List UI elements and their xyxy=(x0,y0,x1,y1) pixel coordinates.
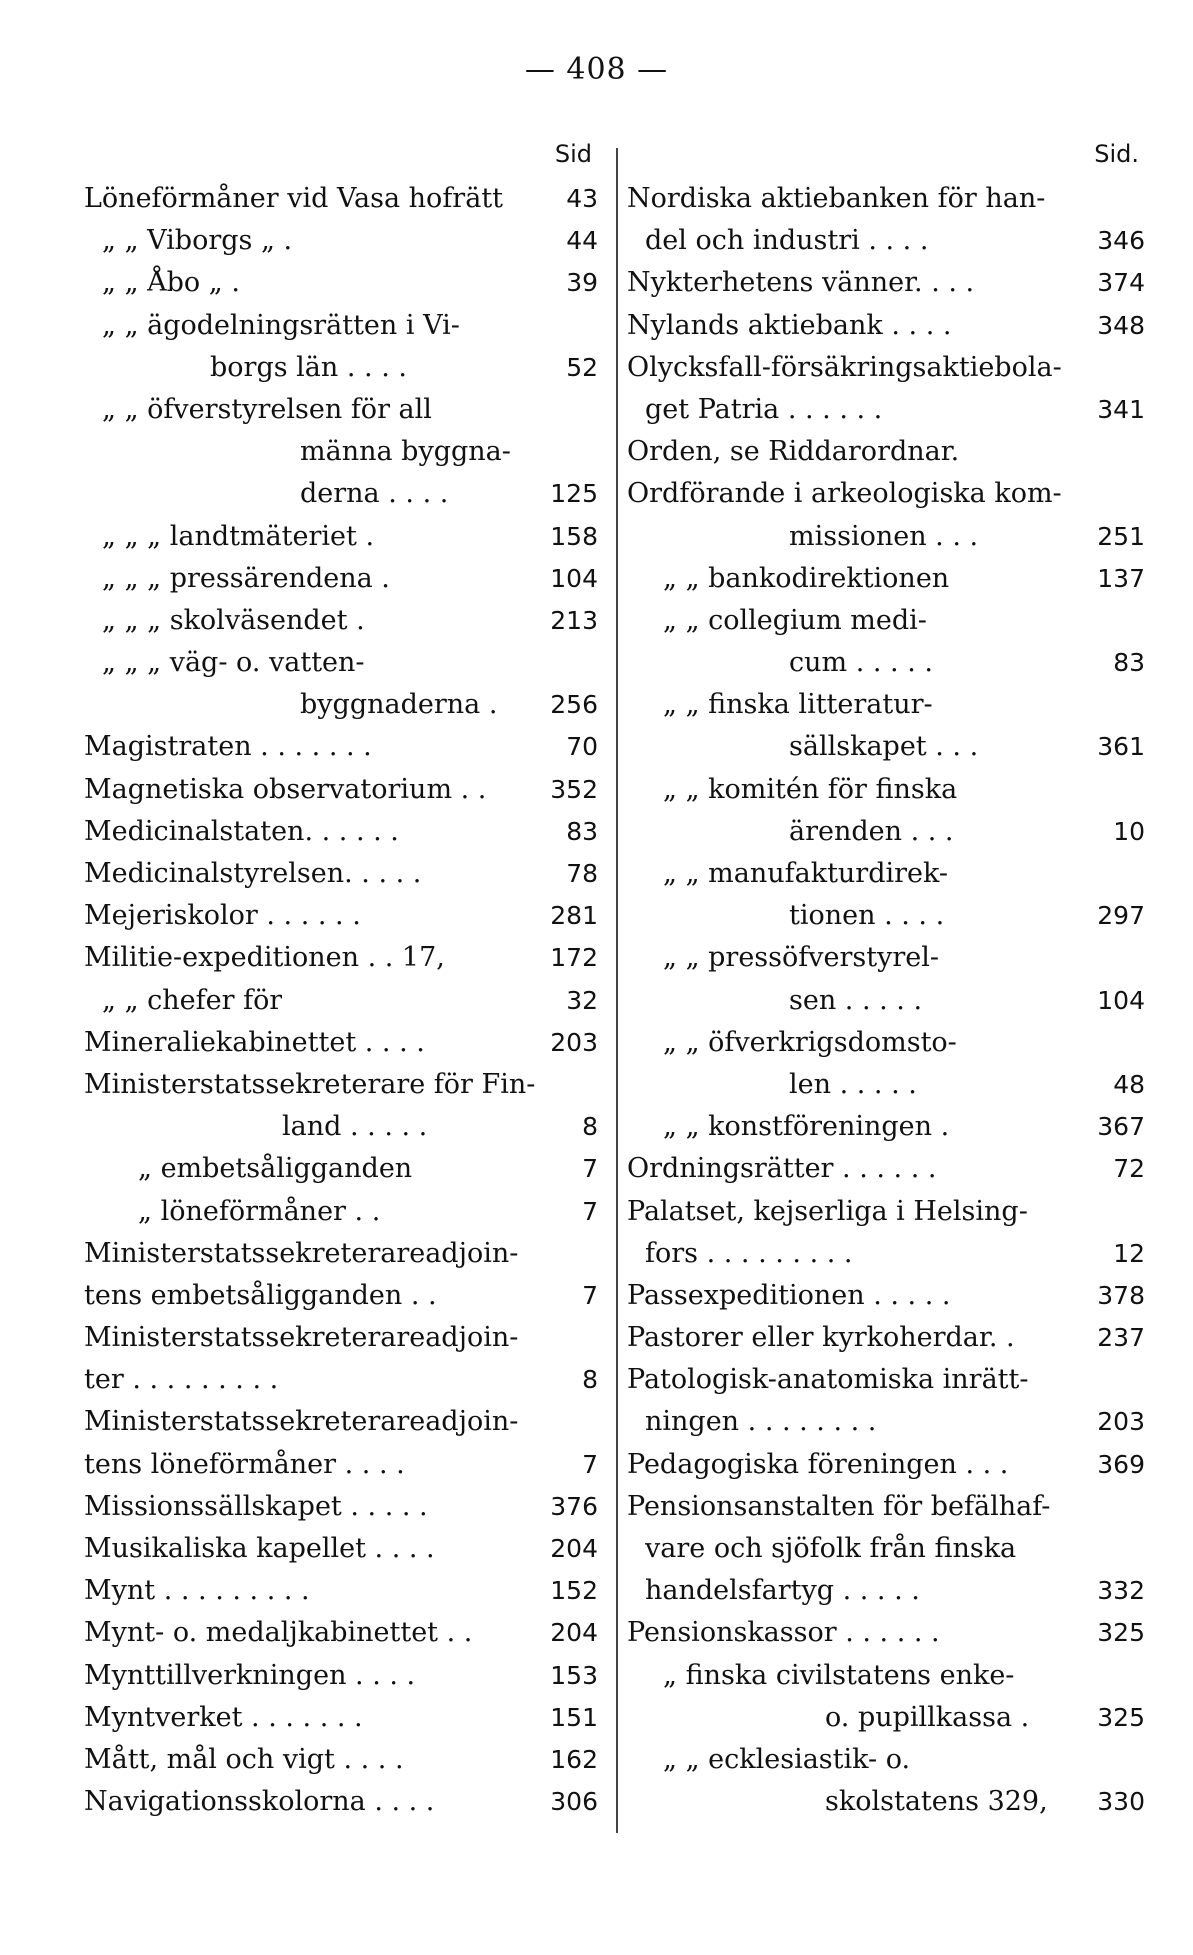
entry-text: „ „ „ väg- o. vatten- xyxy=(102,647,365,679)
index-entry xyxy=(627,853,1145,895)
entry-text: borgs län . . . . xyxy=(210,351,407,383)
index-entry xyxy=(84,305,598,347)
index-entry xyxy=(627,347,1145,389)
entry-page-number: 104 xyxy=(1097,985,1145,1015)
index-entry xyxy=(84,684,598,726)
entry-text: Ministerstatssekreterareadjoin- xyxy=(84,1237,519,1269)
right-index-column xyxy=(627,140,1145,1823)
index-entry xyxy=(627,1697,1145,1739)
entry-page-number: 83 xyxy=(1113,648,1145,678)
entry-page-number: 378 xyxy=(1097,1280,1145,1310)
entry-page-number: 151 xyxy=(550,1702,598,1732)
column-divider xyxy=(616,148,618,1833)
entry-page-number: 172 xyxy=(550,943,598,973)
left-index-lines xyxy=(84,178,598,1823)
index-entry xyxy=(627,389,1145,431)
index-entry xyxy=(84,1106,598,1148)
entry-page-number: 203 xyxy=(1097,1407,1145,1437)
entry-page-number: 204 xyxy=(550,1534,598,1563)
index-entry xyxy=(627,1612,1145,1654)
entry-text: Mått, mål och vigt . . . . xyxy=(84,1743,404,1775)
entry-page-number: 7 xyxy=(582,1280,598,1310)
index-entry xyxy=(627,1275,1145,1317)
entry-text: cum . . . . . xyxy=(789,647,933,679)
entry-page-number: 325 xyxy=(1097,1702,1145,1732)
entry-text: missionen . . . xyxy=(789,520,979,552)
index-entry xyxy=(84,980,598,1022)
entry-page-number: 72 xyxy=(1113,1154,1145,1184)
index-entry xyxy=(627,1486,1145,1528)
entry-text: Ordförande i arkeologiska kom- xyxy=(627,478,1062,510)
entry-text: skolstatens 329, xyxy=(825,1786,1048,1818)
entry-page-number: 332 xyxy=(1097,1576,1145,1606)
entry-page-number: 367 xyxy=(1097,1112,1145,1142)
entry-text: „ „ komitén för finska xyxy=(663,773,958,805)
page-number: — 408 — xyxy=(524,52,669,87)
entry-text: handelsfartyg . . . . . xyxy=(645,1575,920,1607)
entry-text: „ „ collegium medi- xyxy=(663,604,927,636)
entry-page-number: 346 xyxy=(1097,226,1145,256)
entry-text: get Patria . . . . . . xyxy=(645,393,883,425)
index-entry xyxy=(627,769,1145,811)
entry-page-number: 7 xyxy=(582,1449,598,1479)
entry-text: männa byggna- xyxy=(300,436,511,468)
index-entry xyxy=(627,1359,1145,1401)
entry-text: byggnaderna . xyxy=(300,689,498,721)
entry-text: Ordningsrätter . . . . . . xyxy=(627,1153,937,1185)
index-entry xyxy=(84,220,598,262)
index-entry xyxy=(84,1612,598,1654)
entry-page-number: 352 xyxy=(550,774,598,804)
index-entry xyxy=(84,1570,598,1612)
index-entry xyxy=(627,473,1145,515)
entry-text: „ „ ägodelningsrätten i Vi- xyxy=(102,309,460,341)
index-entry xyxy=(84,1401,598,1443)
entry-page-number: 43 xyxy=(566,184,598,213)
index-entry xyxy=(84,1359,598,1401)
entry-text: Ministerstatssekreterareadjoin- xyxy=(84,1406,519,1438)
entry-text: Pedagogiska föreningen . . . xyxy=(627,1448,1009,1480)
entry-page-number: 104 xyxy=(550,563,598,593)
entry-text: „ „ Åbo „ . xyxy=(102,267,240,299)
entry-text: ningen . . . . . . . . xyxy=(645,1406,877,1438)
index-entry xyxy=(627,1148,1145,1190)
index-entry xyxy=(627,811,1145,853)
entry-text: Mynt . . . . . . . . . xyxy=(84,1575,310,1607)
entry-text: sen . . . . . xyxy=(789,984,923,1016)
entry-page-number: 376 xyxy=(550,1491,598,1521)
entry-page-number: 306 xyxy=(550,1787,598,1817)
index-entry xyxy=(84,516,598,558)
index-entry xyxy=(627,1022,1145,1064)
entry-page-number: 10 xyxy=(1113,816,1145,846)
entry-text: tens löneförmåner . . . . xyxy=(84,1448,405,1480)
index-entry xyxy=(84,347,598,389)
entry-text: Nykterhetens vänner. . . . xyxy=(627,267,975,299)
entry-page-number: 12 xyxy=(1113,1238,1145,1268)
index-entry xyxy=(84,1233,598,1275)
entry-page-number: 125 xyxy=(550,479,598,509)
left-index-column xyxy=(84,140,598,1823)
index-entry xyxy=(84,558,598,600)
entry-page-number: 78 xyxy=(566,859,598,888)
entry-page-number: 237 xyxy=(1097,1323,1145,1353)
index-entry xyxy=(627,1781,1145,1823)
entry-page-number: 52 xyxy=(566,352,598,382)
entry-text: len . . . . . xyxy=(789,1068,917,1100)
entry-page-number: 153 xyxy=(550,1660,598,1690)
entry-page-number: 48 xyxy=(1113,1069,1145,1099)
entry-text: „ „ Viborgs „ . xyxy=(102,225,293,257)
entry-page-number: 341 xyxy=(1097,394,1145,424)
index-entry xyxy=(84,937,598,979)
entry-text: Patologisk-anatomiska inrätt- xyxy=(627,1364,1029,1396)
index-entry xyxy=(84,853,598,895)
entry-text: „ embetsåligganden xyxy=(138,1153,413,1185)
index-entry xyxy=(84,1148,598,1190)
index-entry xyxy=(84,1444,598,1486)
index-entry xyxy=(84,1317,598,1359)
entry-page-number: 7 xyxy=(582,1196,598,1226)
entry-text: Militie-expeditionen . . 17, xyxy=(84,942,445,974)
index-entry xyxy=(84,1191,598,1233)
index-entry xyxy=(627,937,1145,979)
index-entry xyxy=(627,1233,1145,1275)
entry-text: „ „ öfverkrigsdomsto- xyxy=(663,1026,957,1058)
entry-page-number: 213 xyxy=(550,605,598,635)
entry-text: Passexpeditionen . . . . . xyxy=(627,1279,951,1311)
index-entry xyxy=(84,1655,598,1697)
entry-text: Nordiska aktiebanken för han- xyxy=(627,183,1046,214)
sid-header-right: Sid. xyxy=(1094,140,1139,168)
index-entry xyxy=(84,1064,598,1106)
entry-page-number: 152 xyxy=(550,1576,598,1606)
index-entry xyxy=(627,726,1145,768)
entry-page-number: 70 xyxy=(566,732,598,762)
entry-text: Mynttillverkningen . . . . xyxy=(84,1659,416,1691)
entry-text: „ „ pressöfverstyrel- xyxy=(663,942,940,974)
entry-text: „ „ konstföreningen . xyxy=(663,1111,950,1143)
entry-page-number: 348 xyxy=(1097,310,1145,340)
entry-text: Mineraliekabinettet . . . . xyxy=(84,1026,425,1058)
index-entry xyxy=(627,1064,1145,1106)
entry-page-number: 251 xyxy=(1097,521,1145,551)
entry-page-number: 256 xyxy=(550,690,598,720)
entry-text: „ „ „ skolväsendet . xyxy=(102,604,365,636)
index-entry xyxy=(627,558,1145,600)
entry-text: Orden, se Riddarordnar. xyxy=(627,436,960,468)
entry-text: Ministerstatssekreterareadjoin- xyxy=(84,1322,519,1354)
entry-page-number: 369 xyxy=(1097,1449,1145,1479)
entry-text: Nylands aktiebank . . . . xyxy=(627,309,952,341)
entry-text: Ministerstatssekreterare för Fin- xyxy=(84,1068,536,1100)
entry-text: ter . . . . . . . . . xyxy=(84,1364,279,1396)
index-entry xyxy=(84,642,598,684)
entry-page-number: 32 xyxy=(566,985,598,1015)
entry-page-number: 158 xyxy=(550,521,598,551)
entry-text: tionen . . . . xyxy=(789,900,945,932)
entry-text: „ „ „ pressärendena . xyxy=(102,562,390,594)
entry-page-number: 361 xyxy=(1097,732,1145,762)
entry-text: Musikaliska kapellet . . . . xyxy=(84,1533,435,1564)
index-entry xyxy=(627,1401,1145,1443)
entry-text: „ „ manufakturdirek- xyxy=(663,858,949,889)
index-entry xyxy=(84,1022,598,1064)
index-entry xyxy=(627,1317,1145,1359)
entry-text: „ löneförmåner . . xyxy=(138,1195,381,1227)
entry-text: „ finska civilstatens enke- xyxy=(663,1659,1015,1691)
index-entry xyxy=(84,262,598,304)
index-entry xyxy=(627,1191,1145,1233)
index-entry xyxy=(84,1275,598,1317)
entry-page-number: 8 xyxy=(582,1365,598,1395)
entry-page-number: 374 xyxy=(1097,268,1145,298)
entry-text: „ „ finska litteratur- xyxy=(663,689,933,721)
index-entry xyxy=(627,431,1145,473)
entry-text: del och industri . . . . xyxy=(645,225,929,257)
index-entry xyxy=(627,980,1145,1022)
index-entry xyxy=(84,1781,598,1823)
entry-page-number: 325 xyxy=(1097,1618,1145,1648)
entry-text: Palatset, kejserliga i Helsing- xyxy=(627,1195,1028,1227)
index-entry xyxy=(84,178,598,220)
entry-text: „ „ „ landtmäteriet . xyxy=(102,520,375,552)
entry-page-number: 203 xyxy=(550,1027,598,1057)
entry-text: derna . . . . xyxy=(300,478,449,510)
entry-text: Magnetiska observatorium . . xyxy=(84,773,487,805)
index-entry xyxy=(84,895,598,937)
entry-text: „ „ bankodirektionen xyxy=(663,562,950,594)
entry-text: Magistraten . . . . . . . xyxy=(84,731,372,763)
index-entry xyxy=(84,473,598,515)
entry-page-number: 297 xyxy=(1097,901,1145,931)
index-entry xyxy=(84,600,598,642)
index-entry xyxy=(84,1486,598,1528)
entry-page-number: 44 xyxy=(566,226,598,256)
index-entry xyxy=(627,684,1145,726)
entry-page-number: 83 xyxy=(566,816,598,846)
entry-text: „ „ chefer för xyxy=(102,984,283,1016)
index-entry xyxy=(627,642,1145,684)
entry-text: vare och sjöfolk från finska xyxy=(645,1533,1017,1564)
entry-page-number: 137 xyxy=(1097,563,1145,593)
index-entry xyxy=(627,895,1145,937)
entry-text: fors . . . . . . . . . xyxy=(645,1237,853,1269)
entry-text: Löneförmåner vid Vasa hofrätt xyxy=(84,183,504,214)
entry-text: „ „ ecklesiastik- o. xyxy=(663,1743,911,1775)
entry-page-number: 281 xyxy=(550,901,598,931)
index-entry xyxy=(627,220,1145,262)
entry-text: Pensionskassor . . . . . . xyxy=(627,1617,940,1649)
entry-text: Mynt- o. medaljkabinettet . . xyxy=(84,1617,473,1649)
index-entry xyxy=(84,726,598,768)
index-entry xyxy=(627,1444,1145,1486)
index-entry xyxy=(627,600,1145,642)
entry-text: land . . . . . xyxy=(282,1111,428,1143)
index-entry xyxy=(627,305,1145,347)
entry-text: Medicinalstaten. . . . . . xyxy=(84,815,399,847)
entry-page-number: 330 xyxy=(1097,1787,1145,1817)
entry-text: Pastorer eller kyrkoherdar. . xyxy=(627,1322,1015,1354)
index-entry xyxy=(627,516,1145,558)
entry-page-number: 7 xyxy=(582,1154,598,1184)
index-entry xyxy=(627,178,1145,220)
index-entry xyxy=(627,1655,1145,1697)
index-entry xyxy=(627,1528,1145,1570)
sid-header-left: Sid xyxy=(554,140,592,168)
entry-text: Missionssällskapet . . . . . xyxy=(84,1490,428,1522)
index-entry xyxy=(627,1739,1145,1781)
index-entry xyxy=(84,1739,598,1781)
entry-text: o. pupillkassa . xyxy=(825,1701,1030,1733)
index-entry xyxy=(627,1106,1145,1148)
entry-text: Myntverket . . . . . . . xyxy=(84,1701,363,1733)
entry-text: tens embetsåligganden . . xyxy=(84,1279,437,1311)
entry-text: sällskapet . . . xyxy=(789,731,979,763)
entry-text: ärenden . . . xyxy=(789,815,954,847)
entry-text: Pensionsanstalten för befälhaf- xyxy=(627,1490,1051,1522)
index-entry xyxy=(84,1697,598,1739)
entry-text: Olycksfall-försäkringsaktiebola- xyxy=(627,351,1062,383)
entry-page-number: 39 xyxy=(566,268,598,298)
index-entry xyxy=(84,769,598,811)
index-entry xyxy=(84,811,598,853)
index-entry xyxy=(84,1528,598,1570)
right-index-lines xyxy=(627,178,1145,1823)
index-entry xyxy=(627,262,1145,304)
index-entry xyxy=(84,431,598,473)
entry-text: Medicinalstyrelsen. . . . . xyxy=(84,858,422,889)
entry-text: Mejeriskolor . . . . . . xyxy=(84,900,361,932)
entry-text: Navigationsskolorna . . . . xyxy=(84,1786,435,1818)
entry-page-number: 162 xyxy=(550,1744,598,1774)
entry-page-number: 8 xyxy=(582,1112,598,1142)
index-entry xyxy=(627,1570,1145,1612)
entry-page-number: 204 xyxy=(550,1618,598,1648)
index-entry xyxy=(84,389,598,431)
entry-text: „ „ öfverstyrelsen för all xyxy=(102,393,432,425)
